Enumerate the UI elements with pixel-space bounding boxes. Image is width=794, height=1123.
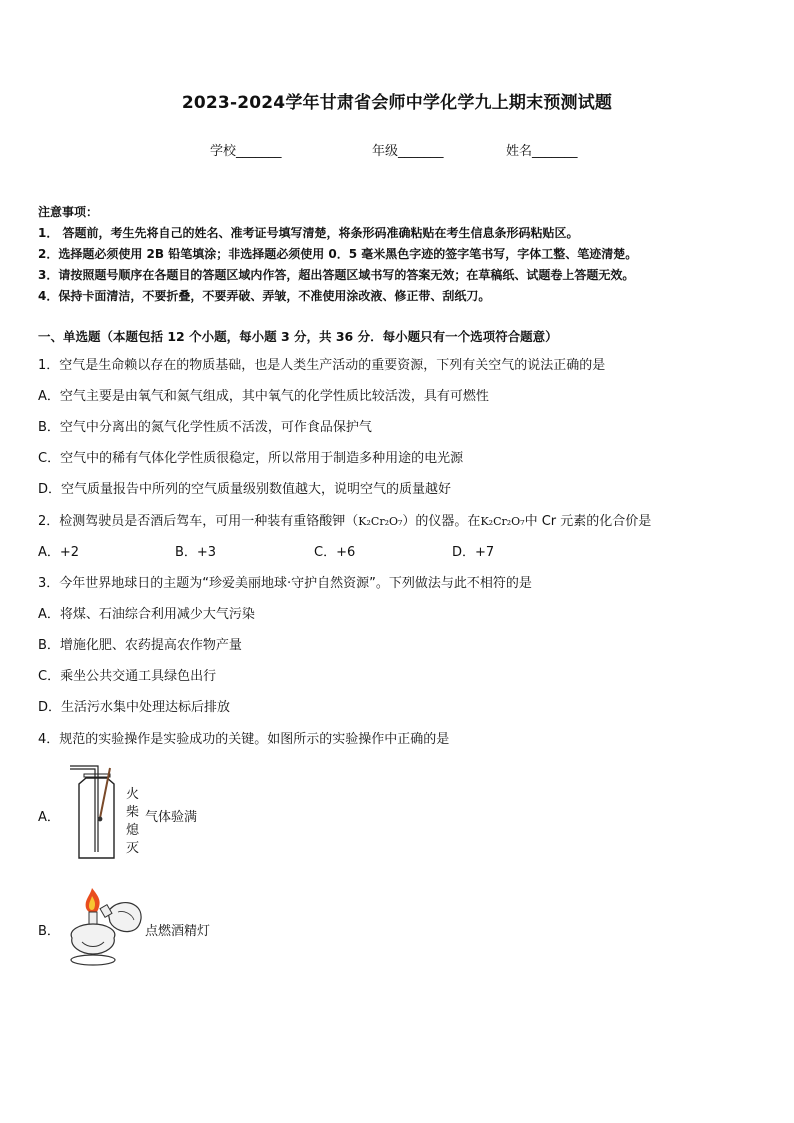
notice-section xyxy=(38,202,637,307)
question-2-stem xyxy=(38,510,651,529)
gas-full-test-caption: 气体验满 xyxy=(145,810,198,825)
question-2-options xyxy=(38,541,538,560)
match-extinguished-label: 火柴熄灭 xyxy=(126,787,140,856)
light-alcohol-lamp-caption: 点燃酒精灯 xyxy=(145,924,211,939)
question-3-option-d[interactable]: D．生活污水集中处理达标后排放 xyxy=(38,700,231,715)
notice-item: 4．保持卡面清洁，不要折叠，不要弄破、弄皱，不准使用涂改液、修正带、刮纸刀。 xyxy=(38,289,491,303)
question-1-option-c[interactable]: C．空气中的稀有气体化学性质很稳定，所以常用于制造多种用途的电光源 xyxy=(38,451,464,466)
notice-heading: 注意事项： xyxy=(38,205,99,219)
gas-bottle-match-illustration xyxy=(62,762,122,862)
name-field[interactable]: 姓名_______ xyxy=(506,144,578,159)
potassium-dichromate-formula: K₂Cr₂O₇ xyxy=(480,515,525,528)
question-4-option-a-letter[interactable]: A． xyxy=(38,810,60,825)
grade-field[interactable]: 年级_______ xyxy=(372,144,444,159)
question-1-option-d[interactable]: D．空气质量报告中所列的空气质量级别数值越大，说明空气的质量越好 xyxy=(38,482,452,497)
question-4-stem: 4．规范的实验操作是实验成功的关键。如图所示的实验操作中正确的是 xyxy=(38,732,450,747)
question-2-stem-pre: 2．检测驾驶员是否酒后驾车，可用一种装有重铬酸钾（ xyxy=(38,514,359,529)
question-1-stem: 1．空气是生命赖以存在的物质基础，也是人类生产活动的重要资源，下列有关空气的说法正确的是 xyxy=(38,358,606,373)
question-2-option-a[interactable]: A．+2 xyxy=(38,545,80,560)
school-field[interactable]: 学校_______ xyxy=(210,144,282,159)
alcohol-lamp-illustration xyxy=(62,882,146,972)
question-3-option-b[interactable]: B．增施化肥、农药提高农作物产量 xyxy=(38,638,242,653)
notice-item: 1． 答题前，考生先将自己的姓名、准考证号填写清楚，将条形码准确粘贴在考生信息条形码粘贴区。 xyxy=(38,226,579,240)
question-2-option-d[interactable]: D．+7 xyxy=(452,545,495,560)
section-heading-single-choice: 一、单选题（本题包括 12 个小题，每小题 3 分，共 36 分．每小题只有一个选项符合题意） xyxy=(38,329,558,344)
question-3-stem: 3．今年世界地球日的主题为“珍爱美丽地球·守护自然资源”。下列做法与此不相符的是 xyxy=(38,576,532,591)
potassium-dichromate-formula: K₂Cr₂O₇ xyxy=(358,515,403,528)
question-2-option-b[interactable]: B．+3 xyxy=(175,545,217,560)
question-2-stem-post: 中 Cr 元素的化合价是 xyxy=(524,514,652,529)
question-1-option-a[interactable]: A．空气主要是由氧气和氮气组成，其中氧气的化学性质比较活泼，具有可燃性 xyxy=(38,389,489,404)
notice-item: 3．请按照题号顺序在各题目的答题区域内作答，超出答题区域书写的答案无效；在草稿纸、试题卷上答题无效。 xyxy=(38,268,635,282)
question-1-option-b[interactable]: B．空气中分离出的氮气化学性质不活泼，可作食品保护气 xyxy=(38,420,372,435)
question-4-option-b-letter[interactable]: B． xyxy=(38,924,60,939)
notice-item: 2．选择题必须使用 2B 铅笔填涂；非选择题必须使用 0．5 毫米黑色字迹的签字笔书写，字体工整、笔迹清楚。 xyxy=(38,247,638,261)
question-2-stem-mid: ）的仪器。在 xyxy=(402,514,481,529)
page-title: 2023-2024学年甘肃省会师中学化学九上期末预测试题 xyxy=(181,93,613,113)
question-2-option-c[interactable]: C．+6 xyxy=(314,545,356,560)
question-3-option-a[interactable]: A．将煤、石油综合利用减少大气污染 xyxy=(38,607,255,622)
question-3-option-c[interactable]: C．乘坐公共交通工具绿色出行 xyxy=(38,669,217,684)
